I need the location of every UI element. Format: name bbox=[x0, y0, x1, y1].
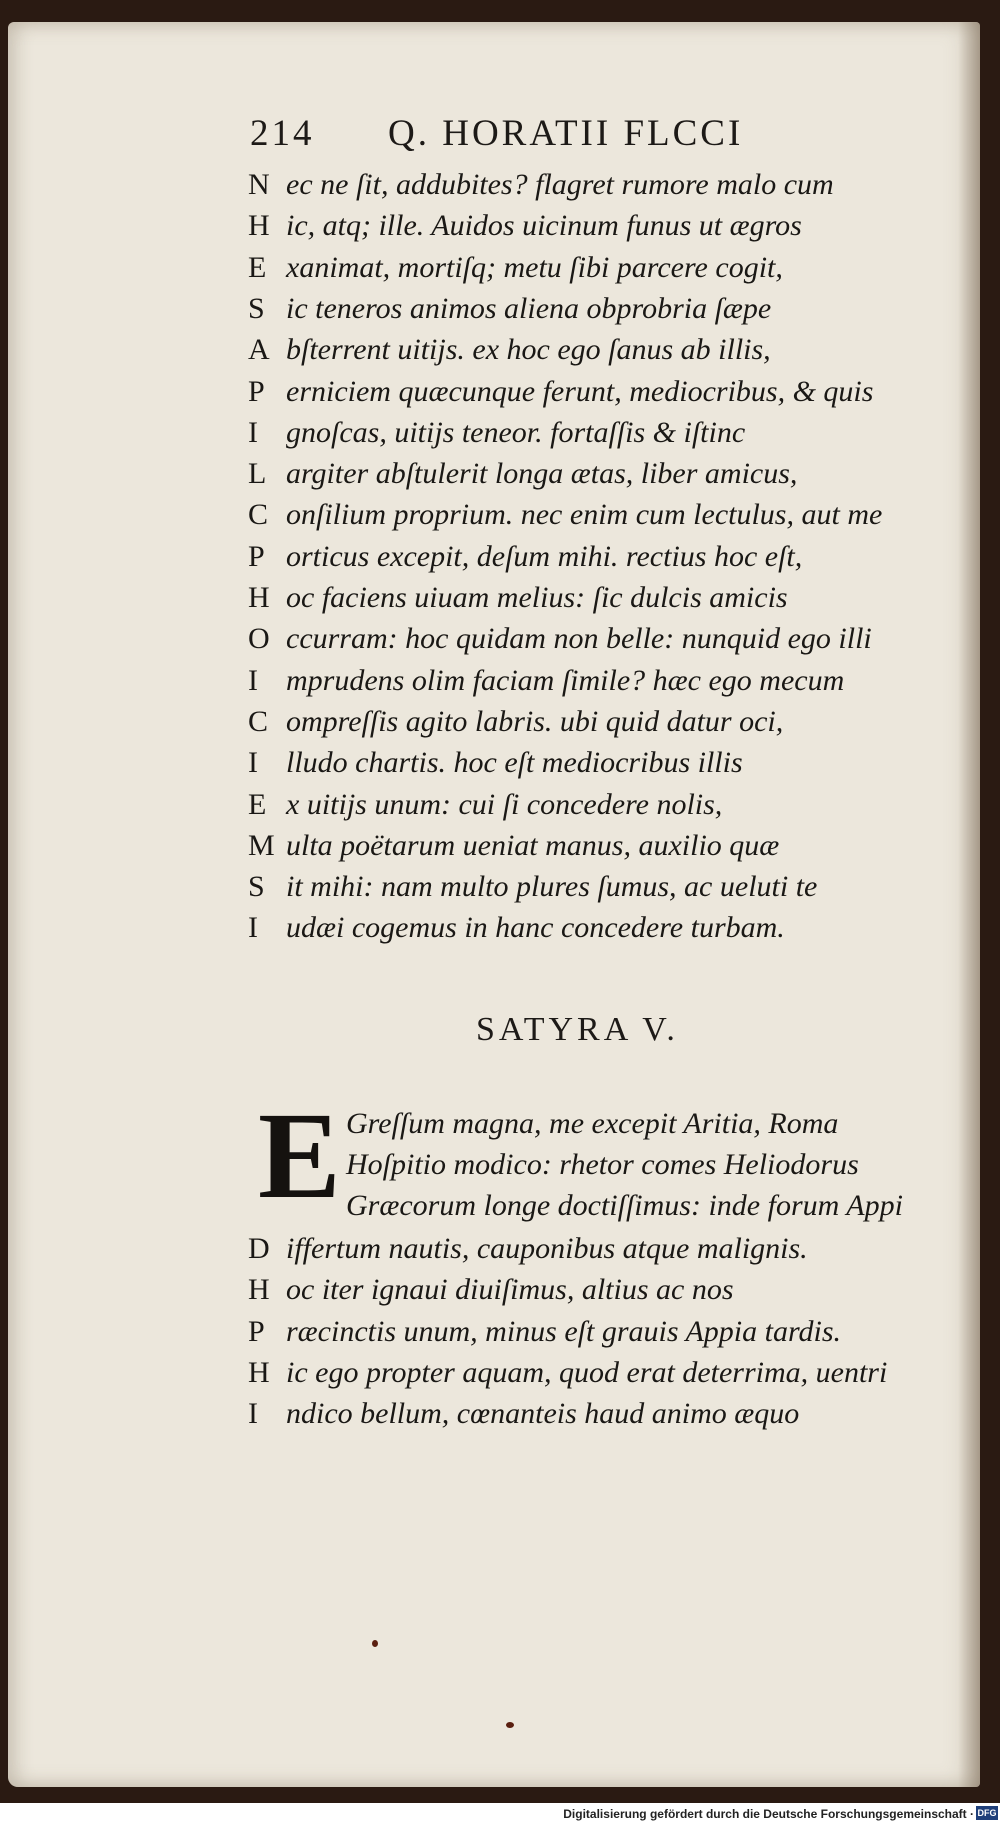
verse-text: ulta poëtarum ueniat manus, auxilio quæ bbox=[286, 828, 780, 862]
verse-line bbox=[248, 209, 928, 251]
verse-line bbox=[248, 746, 928, 788]
verse-line bbox=[248, 870, 928, 912]
verse-text: x uitijs unum: cui ſi concedere nolis, bbox=[286, 787, 723, 821]
verse-initial: E bbox=[248, 250, 267, 284]
verse-initial: C bbox=[248, 498, 269, 532]
verse-text: lludo chartis. hoc eſt mediocribus illis bbox=[286, 746, 743, 780]
verse-line bbox=[248, 1232, 928, 1274]
ink-speck bbox=[372, 1640, 378, 1647]
running-head bbox=[250, 112, 870, 162]
verse-line bbox=[248, 498, 928, 540]
verse-initial: E bbox=[248, 787, 267, 821]
verse-line bbox=[248, 788, 928, 830]
verse-text: Græcorum longe doctiſſimus: inde forum Appi bbox=[346, 1189, 903, 1222]
running-title: Q. HORATII FLCCI bbox=[388, 113, 744, 154]
verse-initial: S bbox=[248, 291, 265, 325]
verse-line bbox=[248, 1397, 928, 1439]
verse-text: onſilium proprium. nec enim cum lectulus, aut me bbox=[286, 498, 883, 532]
verse-text: iffertum nautis, cauponibus atque malignis. bbox=[286, 1232, 808, 1265]
ink-speck bbox=[506, 1722, 514, 1728]
verse-text: erniciem quæcunque ferunt, mediocribus, & quis bbox=[286, 374, 874, 408]
verse-line bbox=[248, 622, 928, 664]
verse-line-indented bbox=[346, 1189, 946, 1231]
verse-line bbox=[248, 168, 928, 210]
verse-text: gnoſcas, uitijs teneor. fortaſſis & iſtinc bbox=[286, 415, 746, 449]
verse-text: mprudens olim faciam ſimile? hæc ego mecum bbox=[286, 663, 845, 697]
verse-text: ic teneros animos aliena obprobria ſæpe bbox=[286, 291, 772, 325]
verse-line bbox=[248, 829, 928, 871]
section-heading: SATYRA V. bbox=[476, 1011, 679, 1048]
verse-text: ræcinctis unum, minus eſt grauis Appia tardis. bbox=[286, 1314, 842, 1348]
verse-initial: I bbox=[248, 663, 258, 697]
verse-initial: H bbox=[248, 1273, 270, 1307]
verse-line bbox=[248, 1315, 928, 1357]
verse-text: ndico bellum, cœnanteis haud animo æquo bbox=[286, 1397, 800, 1431]
verse-initial: I bbox=[248, 1397, 258, 1431]
verse-text: ic ego propter aquam, quod erat deterrima, uentri bbox=[286, 1355, 888, 1389]
verse-line bbox=[248, 416, 928, 458]
verse-line bbox=[248, 251, 928, 293]
verse-initial: I bbox=[248, 911, 258, 945]
verse-initial: N bbox=[248, 168, 270, 201]
verse-line bbox=[248, 540, 928, 582]
verse-text: oc faciens uiuam melius: ſic dulcis amicis bbox=[286, 581, 788, 614]
verse-line-indented bbox=[346, 1107, 946, 1149]
verse-line bbox=[248, 1273, 928, 1315]
footer-bar bbox=[0, 1803, 1000, 1825]
verse-line bbox=[248, 705, 928, 747]
verse-text: ec ne ſit, addubites? flagret rumore malo cum bbox=[286, 168, 834, 201]
verse-text: it mihi: nam multo plures ſumus, ac ueluti te bbox=[286, 870, 818, 904]
verse-text: xanimat, mortiſq; metu ſibi parcere cogit, bbox=[286, 250, 783, 284]
verse-text: orticus excepit, deſum mihi. rectius hoc eſt, bbox=[286, 539, 803, 573]
drop-cap: E bbox=[258, 1087, 341, 1224]
verse-initial: H bbox=[248, 581, 270, 614]
verse-initial: H bbox=[248, 1355, 270, 1389]
verse-line bbox=[248, 333, 928, 375]
verse-text: ic, atq; ille. Auidos uicinum funus ut ægros bbox=[286, 209, 802, 243]
verse-line bbox=[248, 1356, 928, 1398]
verse-initial: S bbox=[248, 870, 265, 904]
verse-line bbox=[248, 911, 928, 953]
verse-initial: C bbox=[248, 704, 269, 738]
digitization-credit: Digitalisierung gefördert durch die Deutsche Forschungsgemeinschaft · bbox=[563, 1807, 974, 1821]
verse-text: Greſſum magna, me excepit Aritia, Roma bbox=[346, 1107, 839, 1140]
verse-line-indented bbox=[346, 1148, 946, 1190]
verse-initial: H bbox=[248, 209, 270, 243]
verse-text: ccurram: hoc quidam non belle: nunquid ego illi bbox=[286, 622, 872, 656]
verse-initial: A bbox=[248, 333, 270, 367]
verse-text: ompreſſis agito labris. ubi quid datur oci, bbox=[286, 704, 784, 738]
verse-text: oc iter ignaui diuiſimus, altius ac nos bbox=[286, 1273, 734, 1307]
dfg-logo: DFG bbox=[977, 1808, 997, 1818]
page-edge-shadow bbox=[958, 22, 980, 1787]
verse-line bbox=[248, 375, 928, 417]
verse-line bbox=[248, 581, 928, 623]
verse-line bbox=[248, 292, 928, 334]
verse-initial: D bbox=[248, 1232, 270, 1265]
verse-text: udæi cogemus in hanc concedere turbam. bbox=[286, 911, 785, 945]
verse-text: argiter abſtulerit longa ætas, liber amicus, bbox=[286, 457, 798, 491]
verse-text: Hoſpitio modico: rhetor comes Heliodorus bbox=[346, 1148, 859, 1181]
verse-initial: I bbox=[248, 415, 258, 449]
verse-initial: I bbox=[248, 746, 258, 780]
verse-line bbox=[248, 664, 928, 706]
verse-initial: P bbox=[248, 1314, 265, 1348]
verse-initial: O bbox=[248, 622, 270, 656]
page-number: 214 bbox=[250, 113, 315, 154]
verse-initial: P bbox=[248, 374, 265, 408]
verse-line bbox=[248, 457, 928, 499]
verse-initial: M bbox=[248, 828, 275, 862]
verse-initial: L bbox=[248, 457, 267, 491]
verse-text: bſterrent uitijs. ex hoc ego ſanus ab illis, bbox=[286, 333, 771, 367]
verse-initial: P bbox=[248, 539, 265, 573]
